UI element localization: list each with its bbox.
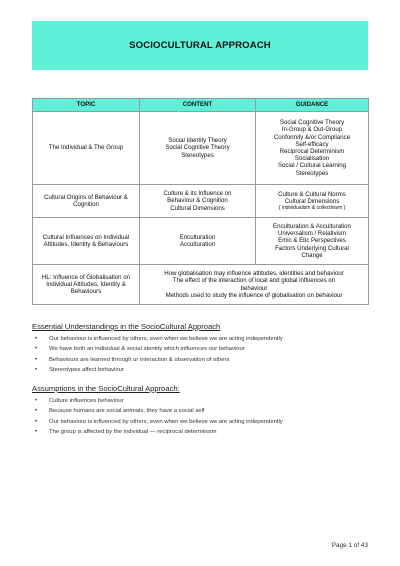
content-line: Acculturation (179, 241, 216, 248)
guidance-line: Change (301, 251, 323, 259)
assumptions-section (32, 384, 368, 439)
topic-line: Behaviours (70, 288, 102, 296)
merged-line: Methods used to study the influence of globalisation on behaviour (165, 291, 343, 299)
guidance-line: Reciprocal Determinism (279, 148, 345, 155)
list-item: • Our behaviour is influenced by others, even when we believe we are acting independently (32, 336, 368, 343)
content-line: Stereotypes (181, 151, 214, 159)
topic-cell (33, 112, 140, 185)
content-line: Social Cognitive Theory (165, 144, 230, 152)
topic-cell (33, 218, 140, 265)
content-cell (140, 112, 256, 185)
guidance-line: Self-efficacy (295, 140, 329, 148)
topic-cell (33, 185, 140, 218)
list-item: • Our behaviour is influenced by others, even when we believe we are acting independently (32, 419, 368, 426)
merged-line: How globalisation may influence attitudes, identities and behaviour (164, 270, 344, 278)
column-header-guidance: GUIDANCE (256, 99, 369, 112)
topic-line: HL: Influence of Globalisation on (41, 273, 131, 281)
topic-line: The Individual & The Group (48, 144, 124, 152)
table-row (33, 112, 369, 185)
guidance-cell (256, 185, 369, 218)
guidance-line: Emic & Etic Perspectives (278, 237, 346, 245)
table-row (33, 218, 369, 265)
merged-line: The effect of the interaction of local and global influences on (172, 277, 336, 285)
page-title: SOCIOCULTURAL APPROACH (129, 40, 271, 51)
topic-line: Cultural Origins of Behaviour & (44, 193, 128, 201)
content-line: Social Identity Theory (168, 137, 227, 145)
assumptions-heading: Assumptions in the SocioCultural Approach: (32, 384, 180, 393)
guidance-line: Social / Cultural Learning (277, 162, 347, 170)
guidance-line: Stereotypes (295, 169, 329, 177)
page-number: Page 1 of 43 (331, 542, 368, 549)
list-item: • Culture influences behaviour (32, 398, 368, 405)
topic-cell (33, 265, 140, 305)
essential-understandings-section (32, 322, 368, 377)
topic-line: Attitudes, Identity & Behaviours (43, 241, 129, 248)
topics-table (32, 98, 369, 305)
title-banner (32, 21, 368, 70)
list-item: • Stereotypes affect behaviour (32, 367, 368, 374)
table-header-row (33, 99, 369, 112)
topic-line: Cognition (73, 201, 99, 208)
content-line: Cultural Dimensions (170, 204, 225, 212)
guidance-note: [ individualism & collectivism ] (279, 205, 345, 212)
essential-understandings-heading: Essential Understandings in the SocioCultural Approach (32, 322, 221, 331)
column-header-content: CONTENT (140, 99, 256, 112)
guidance-line: Social Cognitive Theory (279, 119, 345, 127)
guidance-line: Socialisation (294, 155, 330, 163)
list-item: • Behaviours are learned through ur interaction & observation of others (32, 357, 368, 364)
list-item: • The group is affected by the individual — reciprocal determinism (32, 429, 368, 436)
essential-understandings-list (32, 336, 368, 374)
guidance-cell (256, 218, 369, 265)
content-cell (140, 218, 256, 265)
content-line: Behaviour & Cognition (167, 197, 228, 205)
list-item: • Because humans are social animals, they have a social self (32, 408, 368, 415)
guidance-cell (256, 112, 369, 185)
guidance-line: Factors Underlying Cultural (275, 244, 349, 252)
topic-line: Cultural Influences on Individual (42, 233, 130, 241)
content-line: Enculturation (179, 233, 216, 241)
column-header-topic: TOPIC (33, 99, 140, 112)
topic-line: Individual Attitudes, Identity & (46, 280, 126, 288)
content-cell (140, 185, 256, 218)
table-row-hl (33, 265, 369, 305)
guidance-line: Culture & Cultural Norms (278, 190, 346, 198)
guidance-line: Universalism / Relativism (277, 230, 347, 238)
list-item: • We have both an individual & social identity which influences our behaviour (32, 346, 368, 353)
guidance-line: Enculturation & Acculturation (273, 222, 351, 230)
assumptions-list (32, 398, 368, 436)
merged-line: behaviour (240, 284, 268, 292)
guidance-line: In-Group & Out-Group (281, 126, 343, 134)
guidance-line: Conformity &/or Compliance (273, 133, 351, 141)
merged-content-cell (140, 265, 369, 305)
content-line: Culture & its Influence on (163, 190, 232, 198)
table-row (33, 185, 369, 218)
guidance-line: Cultural Dimensions (284, 198, 340, 205)
